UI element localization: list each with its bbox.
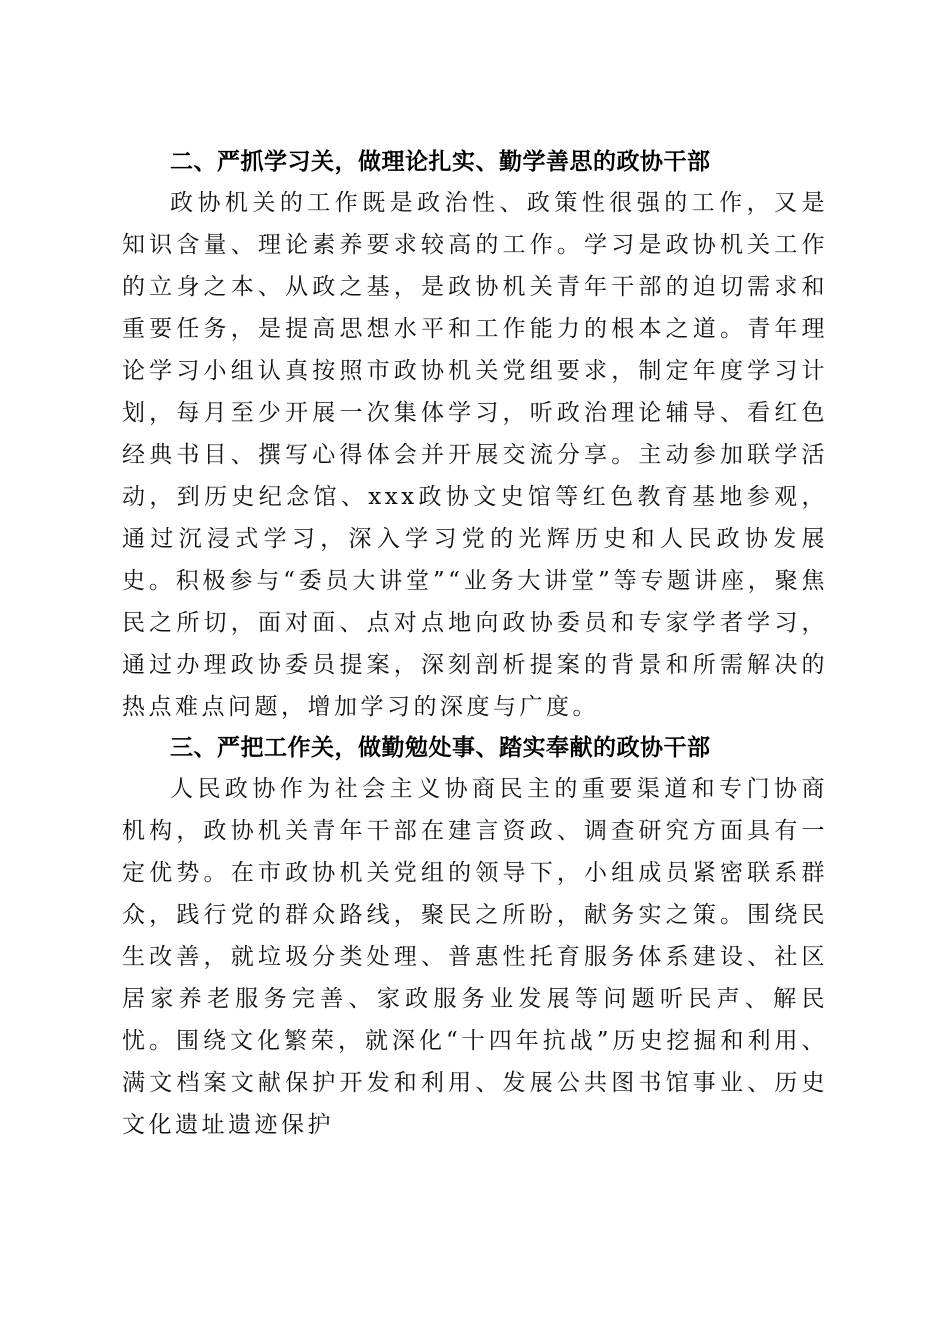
section-heading: 二、严抓学习关，做理论扎实、勤学善思的政协干部 [170, 149, 711, 175]
section-paragraph: 政协机关的工作既是政治性、政策性很强的工作，又是知识含量、理论素养要求较高的工作。学习是政协机关工作的立身之本、从政之基，是政协机关青年干部的迫切需求和重要任务，是提高思想水平和工作能力的根本之道。青年理论学习小组认真按照市政协机关党组要求，制定年度学习计划，每月至少开展一次集体学习，听政治理论辅导、看红色经典书目、撰写心得体会并开展交流分享。主动参加联学活动，到历史纪念馆、xxx政协文史馆等红色教育基地参观，通过沉浸式学习，深入学习党的光辉历史和人民政协发展史。积极参与“委员大讲堂”“业务大讲堂”等专题讲座，聚焦民之所切，面对面、点对点地向政协委员和专家学者学习，通过办理政协委员提案，深刻剖析提案的背景和所需解决的热点难点问题，增加学习的深度与广度。 [122, 190, 828, 720]
document-body [122, 142, 828, 1146]
section-paragraph: 人民政协作为社会主义协商民主的重要渠道和专门协商机构，政协机关青年干部在建言资政、调查研究方面具有一定优势。在市政协机关党组的领导下，小组成员紧密联系群众，践行党的群众路线，聚民之所盼，献务实之策。围绕民生改善，就垃圾分类处理、普惠性托育服务体系建设、社区居家养老服务完善、家政服务业发展等问题听民声、解民忧。围绕文化繁荣，就深化“十四年抗战”历史挖掘和利用、满文档案文献保护开发和利用、发展公共图书馆事业、历史文化遗址遗迹保护 [122, 776, 828, 1138]
section-two [122, 142, 828, 728]
section-three [122, 728, 828, 1146]
section-heading: 三、严把工作关，做勤勉处事、踏实奉献的政协干部 [170, 735, 711, 761]
